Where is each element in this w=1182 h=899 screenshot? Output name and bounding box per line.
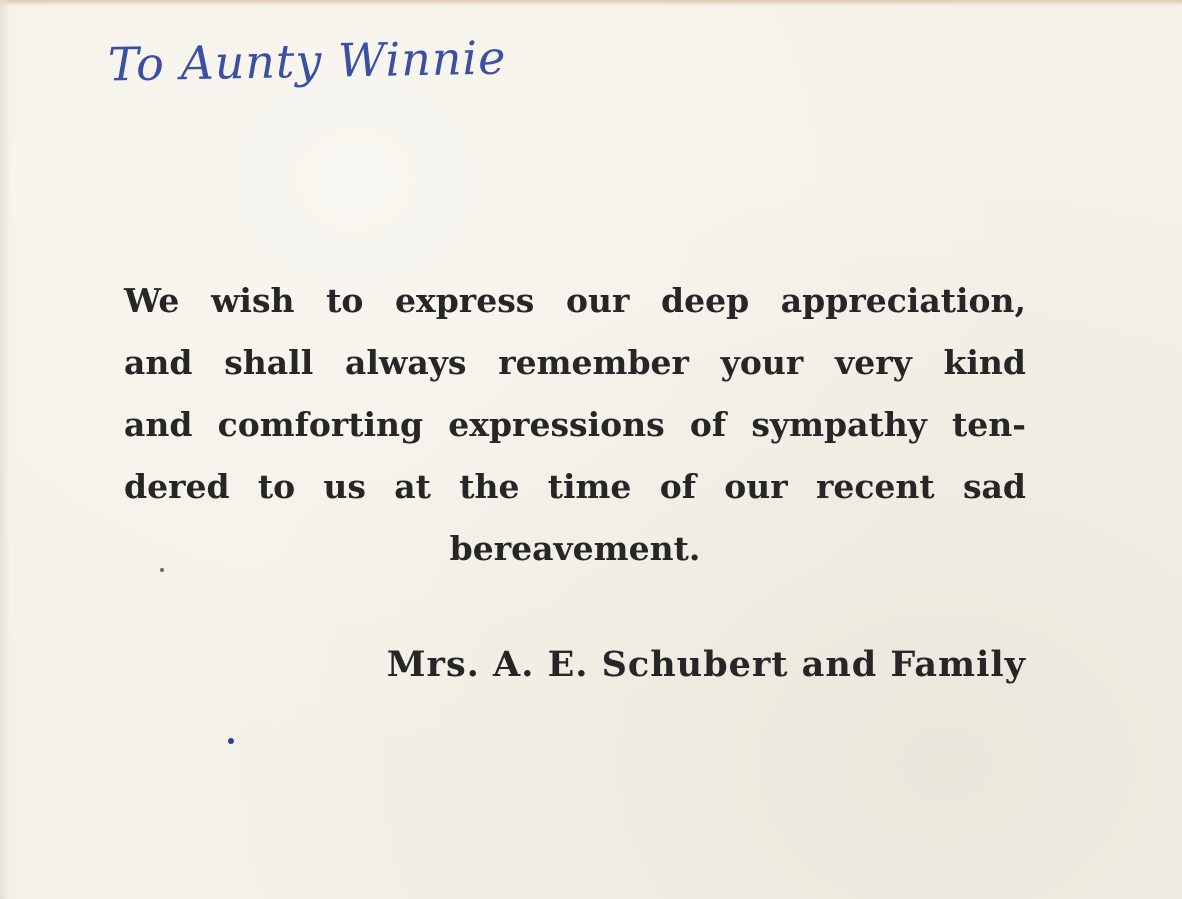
message-line-1: We wish to express our deep appreciation, bbox=[124, 281, 1026, 320]
message-line-2: and shall always remember your very kind bbox=[124, 343, 1026, 382]
signature: Mrs. A. E. Schubert and Family bbox=[386, 644, 1026, 685]
card-top-edge bbox=[0, 0, 1182, 6]
speck-mark bbox=[160, 568, 164, 572]
printed-message bbox=[124, 270, 1026, 580]
handwritten-dedication: To Aunty Winnie bbox=[107, 30, 507, 92]
message-line-4: dered to us at the time of our recent sad bbox=[124, 467, 1026, 506]
message-line-3: and comforting expressions of sympathy ten- bbox=[124, 405, 1026, 444]
ink-dot-mark bbox=[228, 738, 234, 744]
card-left-edge bbox=[0, 0, 10, 899]
message-line-5: bereavement. bbox=[449, 529, 701, 568]
